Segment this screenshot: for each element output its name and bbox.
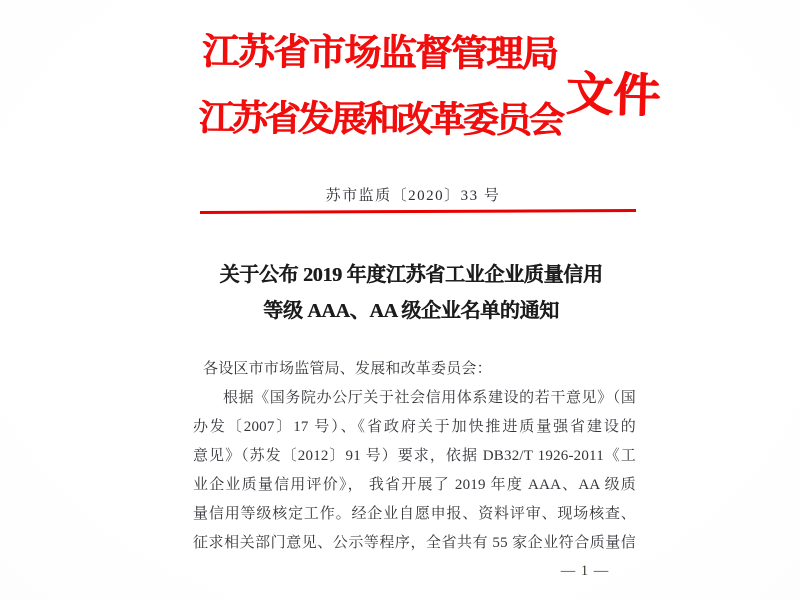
body-line: 征求相关部门意见、公示等程序，全省共有 55 家企业符合质量信 — [193, 535, 636, 551]
org-name-line-2: 江苏省发展和改革委员会 — [198, 97, 562, 141]
letterhead — [0, 0, 800, 174]
body-line: 根据《国务院办公厅关于社会信用体系建设的若干意见》（国 — [223, 390, 636, 406]
notice-title-line-2: 等级 AAA、AA 级企业名单的通知 — [263, 300, 559, 322]
body-paragraphs — [193, 355, 636, 558]
org-name-line-1: 江苏省市场监督管理局 — [201, 32, 558, 76]
body-line: 业企业质量信用评价》， 我省开展了 2019 年度 AAA、AA 级质 — [193, 477, 636, 493]
page-number: — 1 — — [560, 563, 610, 579]
body-line: 办发〔2007〕17 号）、《省政府关于加快推进质量强省建设的 — [193, 419, 636, 435]
notice-title-line-1: 关于公布 2019 年度江苏省工业企业质量信用 — [219, 264, 603, 286]
body-line: 量信用等级核定工作。经企业自愿申报、资料评审、现场核查、 — [193, 506, 636, 522]
salutation-line: 各设区市市场监管局、发展和改革委员会： — [203, 361, 492, 377]
red-divider-line — [200, 209, 636, 214]
doc-type-label: 文件 — [565, 68, 661, 124]
document-number: 苏市监质〔2020〕33 号 — [325, 188, 501, 204]
body-line: 意见》（苏发〔2012〕91 号）要求，依据 DB32/T 1926-2011《工 — [193, 448, 636, 464]
notice-title — [187, 257, 635, 329]
